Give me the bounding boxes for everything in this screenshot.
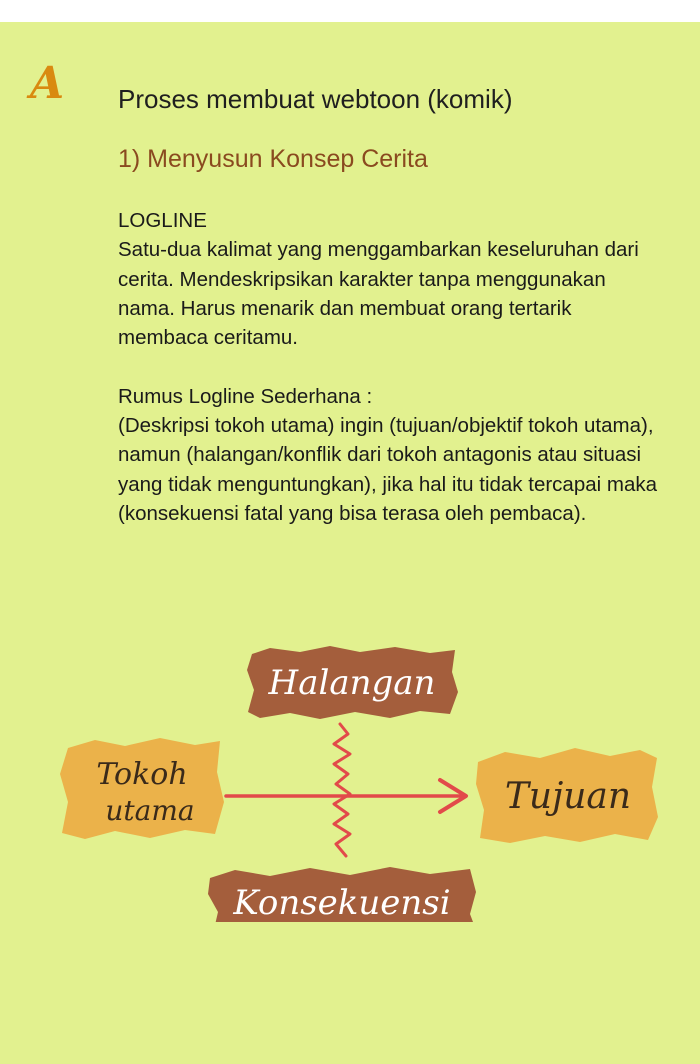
tujuan-label: Tujuan [504,776,632,817]
section-subtitle: 1) Menyusun Konsep Cerita [118,145,428,173]
logline-heading: LOGLINE [118,209,207,232]
halangan-label: Halangan [268,663,436,703]
zigzag-line [334,724,350,856]
page-title: Proses membuat webtoon (komik) [118,84,513,114]
konsekuensi-label: Konsekuensi [233,883,451,922]
tokoh-utama-label-2: utama [105,794,195,827]
formula-heading: Rumus Logline Sederhana : [118,384,373,408]
section-marker: A [30,58,65,109]
formula-text: (Deskripsi tokoh utama) ingin (tujuan/objektif tokoh utama), namun (halangan/konflik dari tokoh antagonis atau situasi yang tidak menguntungkan), jika hal itu tidak tercapai maka (konsekuensi fatal yang bisa terasa oleh pembaca). [118,413,658,525]
logline-description: Satu-dua kalimat yang menggambarkan keseluruhan dari cerita. Mendeskripsikan karakter tanpa menggunakan nama. Harus menarik dan membuat orang tertarik membaca ceritamu. [118,238,639,350]
tokoh-utama-label-1: Tokoh [96,757,188,792]
logline-diagram [0,612,700,922]
page-background [0,22,700,1064]
content-body [118,206,663,528]
